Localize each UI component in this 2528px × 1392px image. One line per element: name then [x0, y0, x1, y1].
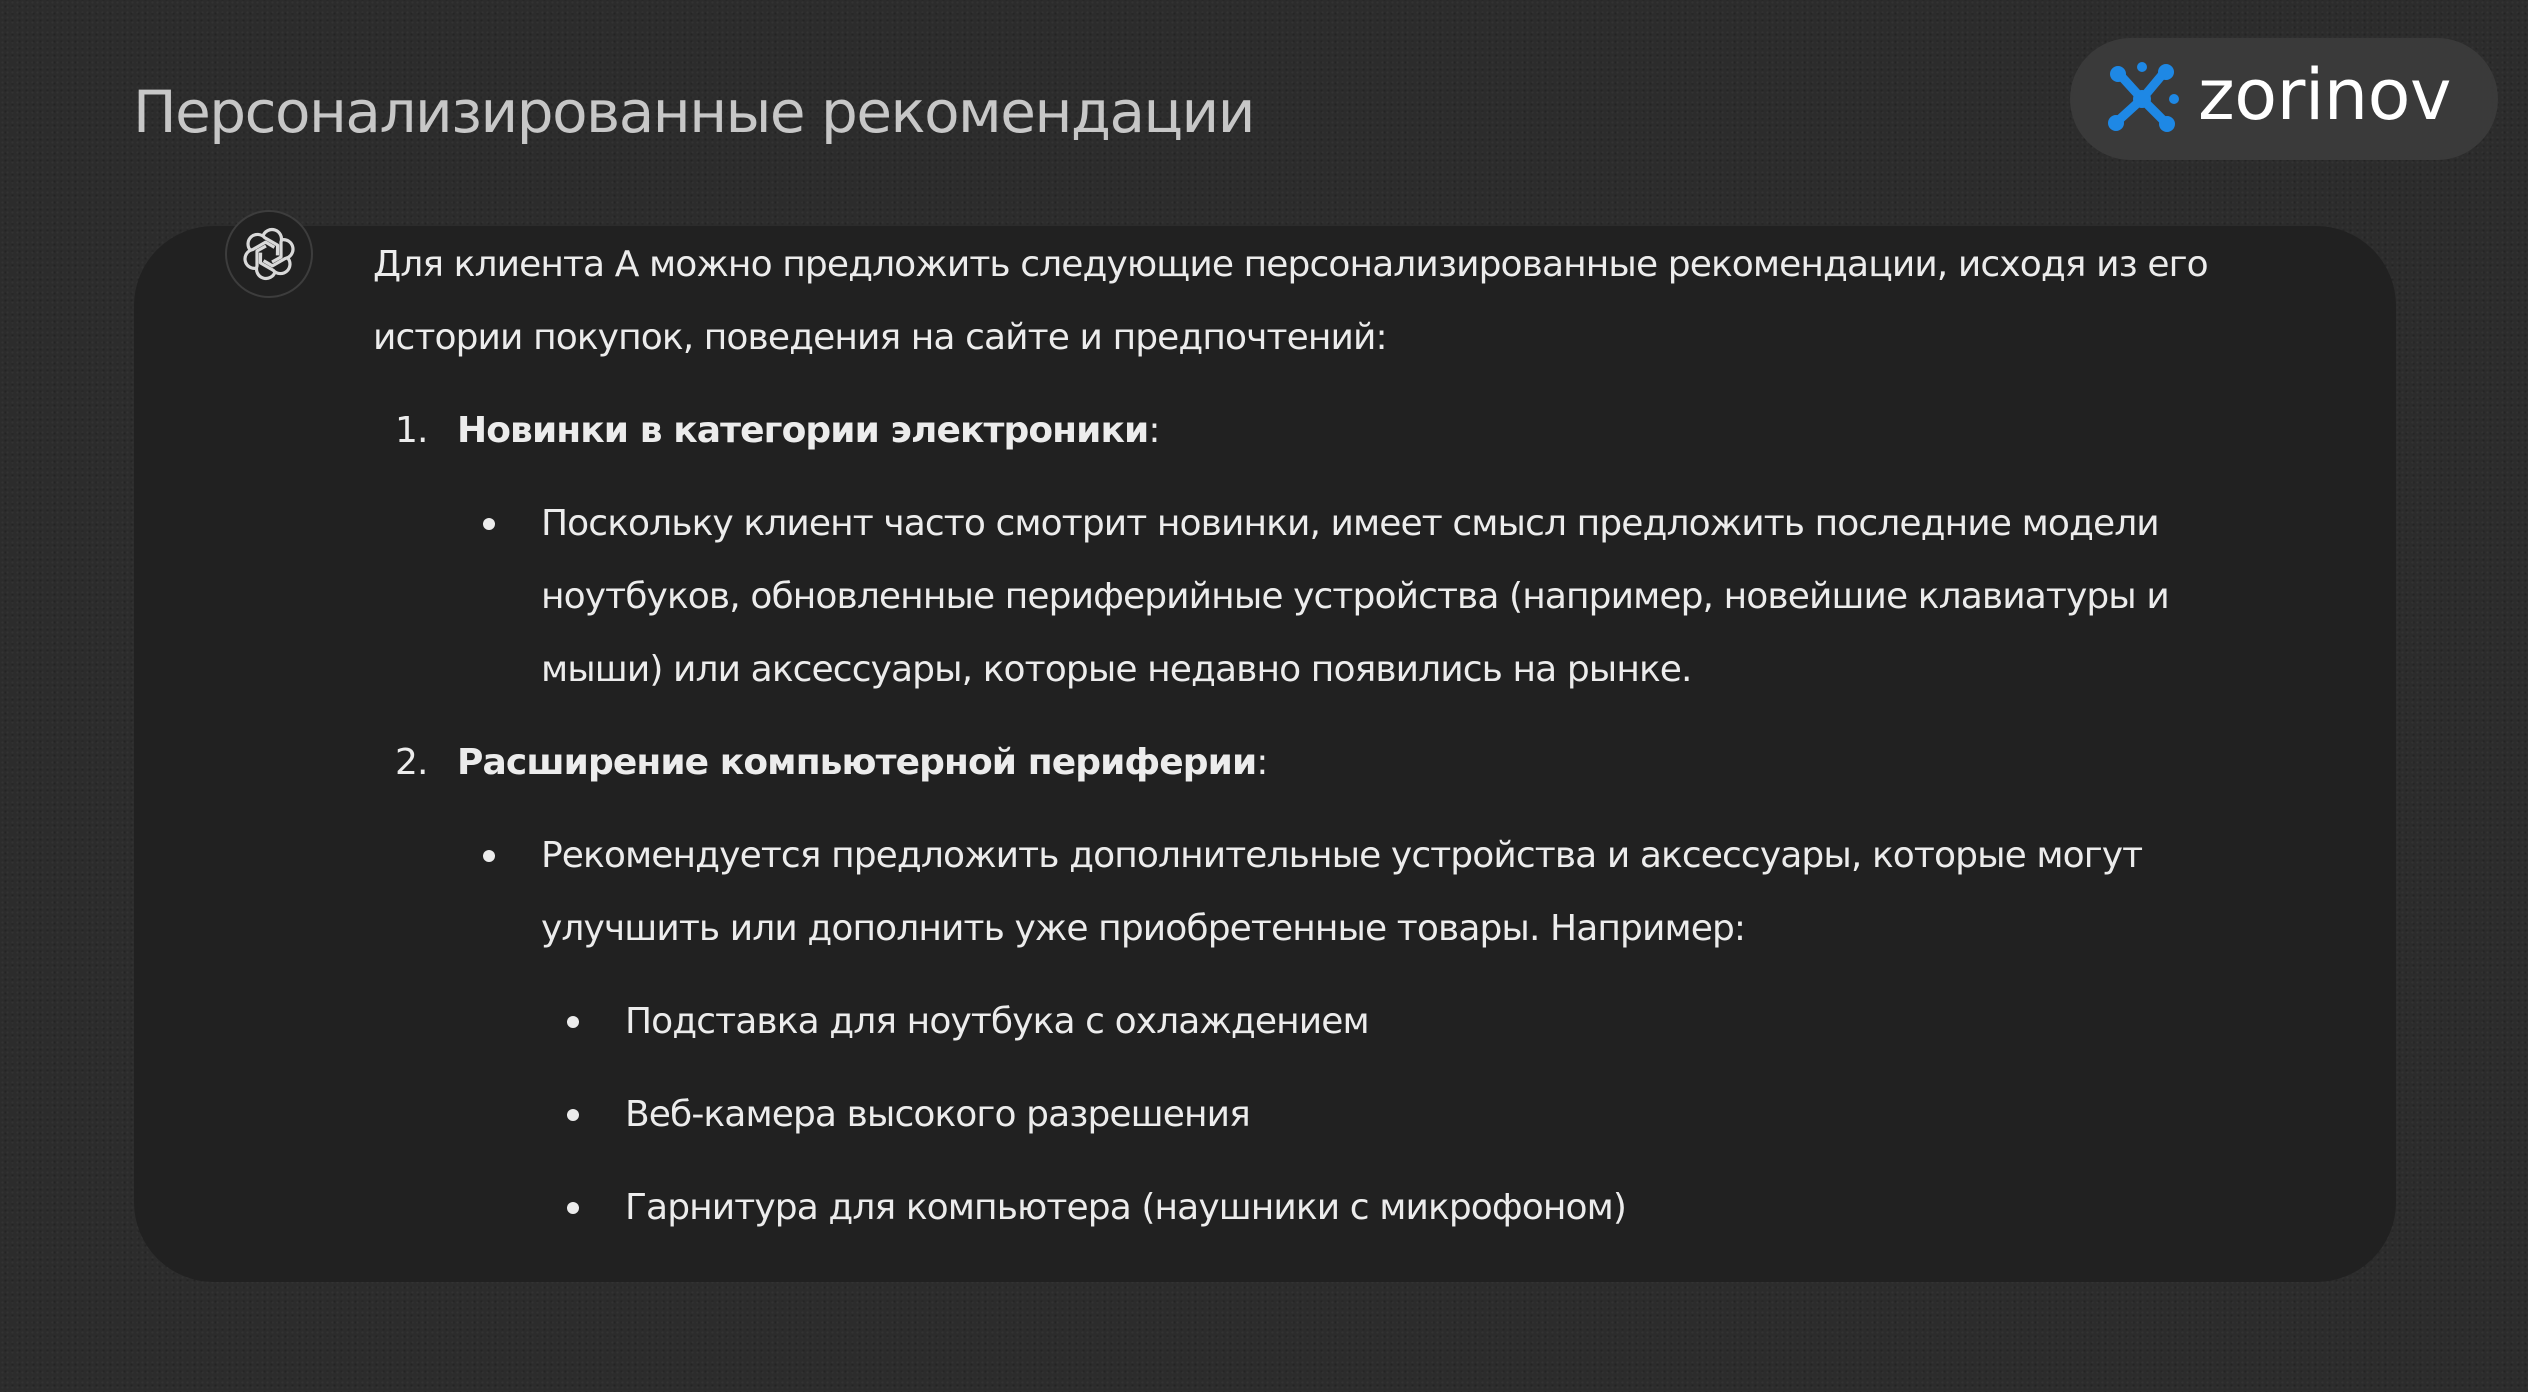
sub-bullet-item: [541, 1078, 2253, 1151]
message-intro: Для клиента А можно предложить следующие персонализированные рекомендации, исходя из его истории покупок, поведения на сайте и предпочтений:: [373, 244, 2208, 358]
list-heading-suffix: :: [1148, 410, 1160, 451]
assistant-avatar: [225, 210, 313, 298]
bullet-dot: [567, 1016, 579, 1028]
sub-bullet-text: Подставка для ноутбука с охлаждением: [625, 1001, 1369, 1042]
bullet-item: [457, 487, 2253, 706]
bullet-dot: [483, 850, 495, 862]
bullet-dot: [567, 1109, 579, 1121]
sub-bullet-item: [541, 1171, 2253, 1244]
assistant-message: [373, 228, 2253, 1244]
bullet-item: [457, 819, 2253, 1244]
list-item: [373, 726, 2253, 1244]
openai-logo-icon: [242, 227, 296, 281]
bullet-dot: [483, 518, 495, 530]
bullet-text: Рекомендуется предложить дополнительные устройства и аксессуары, которые могут улучшить или дополнить уже приобретенные товары. Например:: [541, 835, 2143, 949]
list-heading-text: Новинки в категории электроники: [457, 410, 1149, 451]
page-title: Персонализированные рекомендации: [133, 78, 1254, 146]
sub-bullet-text: Гарнитура для компьютера (наушники с микрофоном): [625, 1187, 1627, 1228]
bullet-text: Поскольку клиент часто смотрит новинки, имеет смысл предложить последние модели ноутбуков, обновленные периферийные устройства (например, новейшие клавиатуры и мыши) или аксессуары, которые недавно появились на рынке.: [541, 503, 2169, 690]
brand-name: zorinov: [2198, 54, 2451, 136]
brand-badge: [2070, 38, 2498, 160]
list-item: [373, 394, 2253, 706]
list-number: 1.: [395, 410, 428, 451]
list-heading-text: Расширение компьютерной периферии: [457, 742, 1257, 783]
sub-bullet-text: Веб-камера высокого разрешения: [625, 1094, 1250, 1135]
list-heading-suffix: :: [1256, 742, 1268, 783]
list-number: 2.: [395, 742, 428, 783]
bullet-dot: [567, 1202, 579, 1214]
list-heading: [457, 394, 2253, 467]
sub-bullet-item: [541, 985, 2253, 1058]
molecule-network-icon: [2100, 57, 2184, 141]
list-heading: [457, 726, 2253, 799]
